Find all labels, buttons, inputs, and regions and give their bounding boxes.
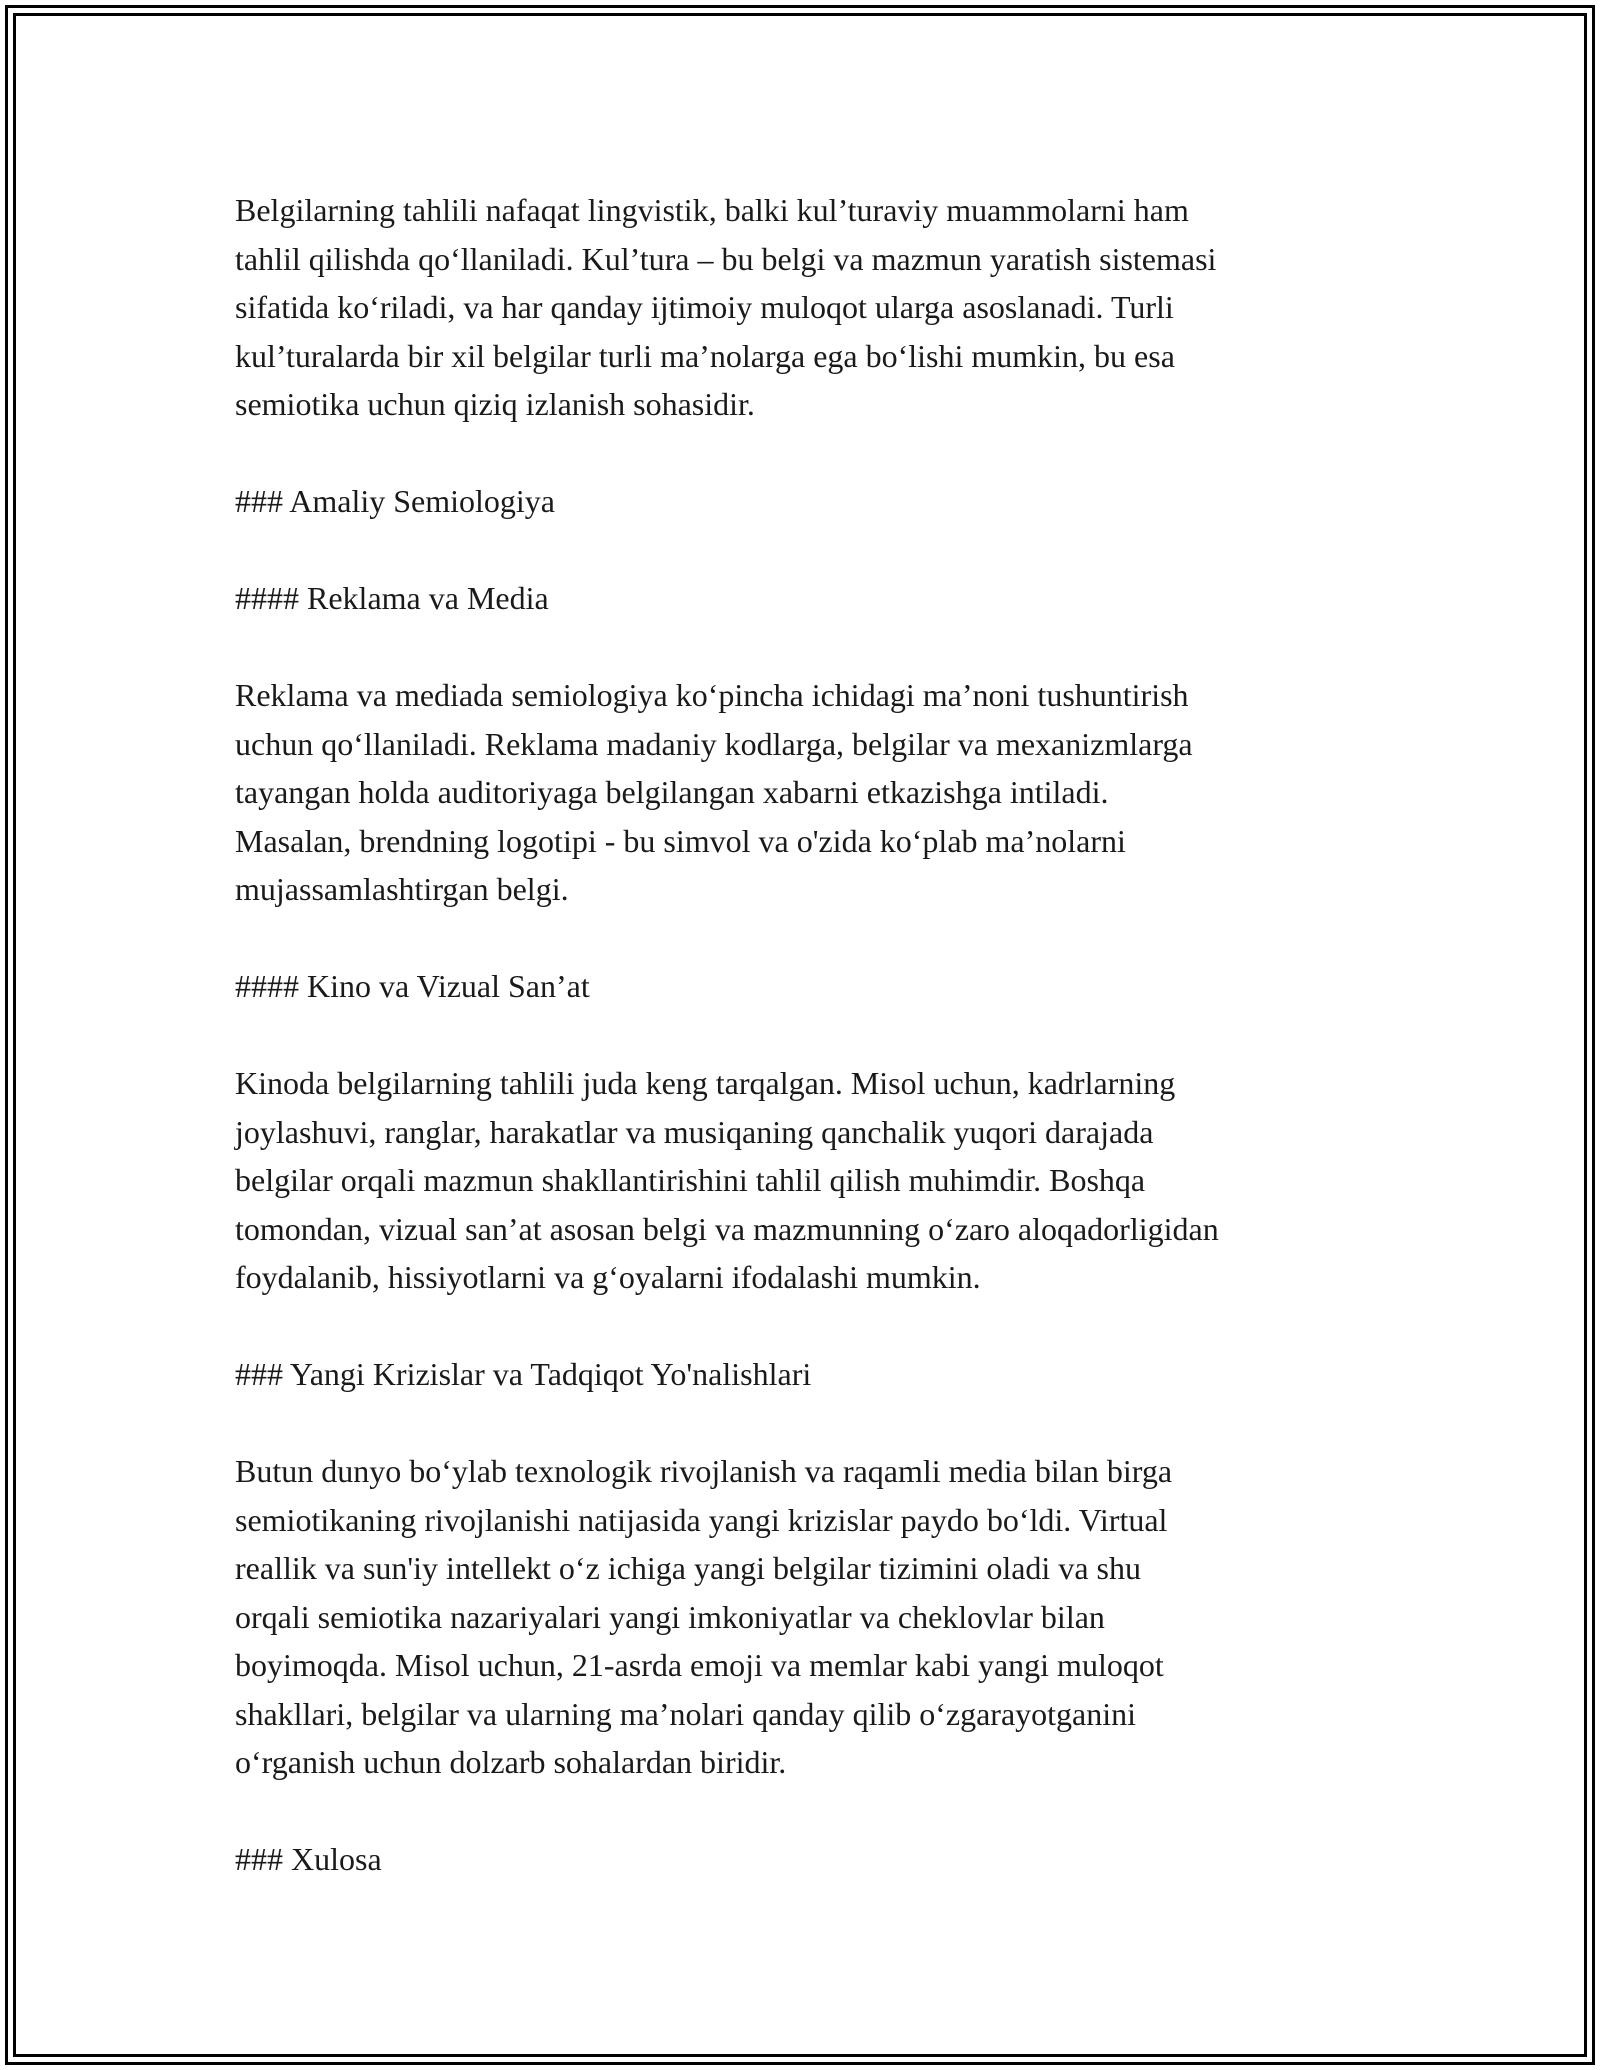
heading-cinema-visual-art: #### Kino va Vizual San’at (235, 968, 590, 1004)
heading-advertising-media: #### Reklama va Media (235, 580, 549, 616)
heading-applied-semiology: ### Amaliy Semiologiya (235, 483, 555, 519)
heading-conclusion: ### Xulosa (235, 1841, 382, 1877)
paragraph-cultural-analysis: Belgilarning tahlili nafaqat lingvistik, balki kul’turaviy muammolarni ham tahlil qilishda qo‘llaniladi. Kul’tura – bu belgi va mazmun yaratish sistemasi sifatida ko‘riladi, va har qanday ijtimoiy muloqot ularga asoslanadi. Turli kul’turalarda bir xil belgilar turli ma’nolarga ega bo‘lishi mumkin, bu esa semiotika uchun qiziq izlanish sohasidir. (235, 192, 1217, 422)
document-body (235, 186, 1385, 1884)
heading-new-crises: ### Yangi Krizislar va Tadqiqot Yo'nalishlari (235, 1356, 812, 1392)
paragraph-cinema-visual-art: Kinoda belgilarning tahlili juda keng tarqalgan. Misol uchun, kadrlarning joylashuvi, ranglar, harakatlar va musiqaning qanchalik yuqori darajada belgilar orqali mazmun shakllantirishini tahlil qilish muhimdir. Boshqa tomondan, vizual san’at asosan belgi va mazmunning o‘zaro aloqadorligidan foydalanib, hissiyotlarni va g‘oyalarni ifodalashi mumkin. (235, 1065, 1219, 1295)
paragraph-new-crises: Butun dunyo bo‘ylab texnologik rivojlanish va raqamli media bilan birga semiotikaning rivojlanishi natijasida yangi krizislar paydo bo‘ldi. Virtual reallik va sun'iy intellekt o‘z ichiga yangi belgilar tizimini oladi va shu orqali semiotika nazariyalari yangi imkoniyatlar va cheklovlar bilan boyimoqda. Misol uchun, 21-asrda emoji va memlar kabi yangi muloqot shakllari, belgilar va ularning ma’nolari qanday qilib o‘zgarayotganini o‘rganish uchun dolzarb sohalardan biridir. (235, 1453, 1173, 1780)
paragraph-advertising-media: Reklama va mediada semiologiya ko‘pincha ichidagi ma’noni tushuntirish uchun qo‘llaniladi. Reklama madaniy kodlarga, belgilar va mexanizmlarga tayangan holda auditoriyaga belgilangan xabarni etkazishga intiladi. Masalan, brendning logotipi - bu simvol va o'zida ko‘plab ma’nolarni mujassamlashtirgan belgi. (235, 677, 1193, 907)
